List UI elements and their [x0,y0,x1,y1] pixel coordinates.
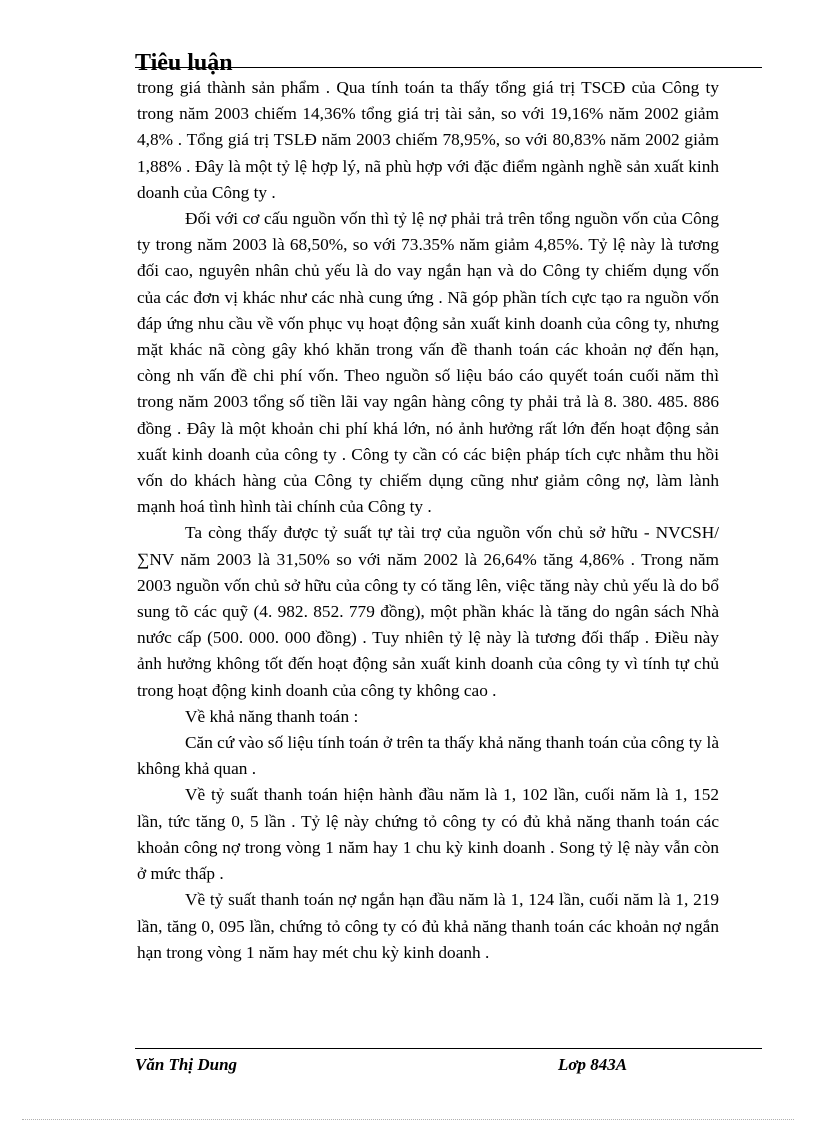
header-divider [135,67,762,68]
page-title: Tiêu luận [135,50,233,76]
paragraph: Đối với cơ cấu nguồn vốn thì tỷ lệ nợ phải trả trên tổng nguồn vốn của Công ty trong năm 2003 là 68,50%, so với 73.35% năm giảm 4,85%. Tỷ lệ này là tương đối cao, nguyên nhân chủ yếu là do vay ngắn hạn và do Công ty chiếm dụng vốn của các đơn vị khác như các nhà cung ứng . Nã góp phần tích cực tạo ra nguồn vốn đáp ứng nhu cầu về vốn phục vụ hoạt động sản xuất kinh doanh của công ty, nhưng mặt khác nã còng gây khó khăn trong vấn đề thanh toán các khoản nợ đến hạn, còng nh vấn đề chi phí vốn. Theo nguồn số liệu báo cáo quyết toán cuối năm thì trong năm 2003 tổng số tiền lãi vay ngân hàng công ty phải trả là 8. 380. 485. 886 đồng . Đây là một khoản chi phí khá lớn, nó ảnh hưởng rất lớn đến hoạt động sản xuất kinh doanh của công ty . Công ty cần có các biện pháp tích cực nhằm thu hồi vốn do khách hàng của Công ty chiếm dụng cũng như giảm công nợ, làm lành mạnh hoá tình hình tài chính của Công ty . [137,209,719,517]
footer-class: Lơp 843A [558,1055,628,1074]
paragraph: Ta còng thấy được tỷ suất tự tài trợ của nguồn vốn chủ sở hữu - NVCSH/∑NV năm 2003 là 31,50% so với năm 2002 là 26,64% tăng 4,86% . Trong năm 2003 nguồn vốn chủ sở hữu của công ty có tăng lên, việc tăng này chủ yếu là do bổ sung tõ các quỹ (4. 982. 852. 779 đồng), một phần khác là tăng do ngân sách Nhà nước cấp (500. 000. 000 đồng) . Tuy nhiên tỷ lệ này là tương đối thấp . Điều này ảnh hưởng không tốt đến hoạt động sản xuất kinh doanh của công ty vì tính tự chủ trong hoạt động kinh doanh của công ty không cao . [137,523,719,700]
paragraph: Căn cứ vào số liệu tính toán ở trên ta thấy khả năng thanh toán của công ty là không khả quan . [137,733,719,779]
paragraph: Về tỷ suất thanh toán nợ ngắn hạn đầu năm là 1, 124 lần, cuối năm là 1, 219 lần, tăng 0, 095 lần, chứng tỏ công ty có đủ khả năng thanh toán các khoản nợ ngắn hạn trong vòng 1 năm hay mét chu kỳ kinh doanh . [137,890,719,962]
document-body [137,75,719,966]
paragraph: Về tỷ suất thanh toán hiện hành đầu năm là 1, 102 lần, cuối năm là 1, 152 lần, tức tăng 0, 5 lần . Tỷ lệ này chứng tỏ công ty có đủ khả năng thanh toán các khoản công nợ trong vòng 1 năm hay 1 chu kỳ kinh doanh . Song tỷ lệ này vẫn còn ở mức thấp . [137,785,719,884]
footer-author: Văn Thị Dung [135,1055,238,1074]
paragraph: trong giá thành sản phẩm . Qua tính toán ta thấy tổng giá trị TSCĐ của Công ty trong năm 2003 chiếm 14,36% tổng giá trị tài sản, so với 19,16% năm 2002 giảm 4,8% . Tổng giá trị TSLĐ năm 2003 chiếm 78,95%, so với 80,83% năm 2002 giảm 1,88% . Đây là một tỷ lệ hợp lý, nã phù hợp với đặc điểm ngành nghề sản xuất kinh doanh của Công ty . [137,78,719,202]
paragraph: Về khả năng thanh toán : [185,706,359,726]
page-boundary [22,1119,794,1120]
footer-divider [135,1048,762,1049]
